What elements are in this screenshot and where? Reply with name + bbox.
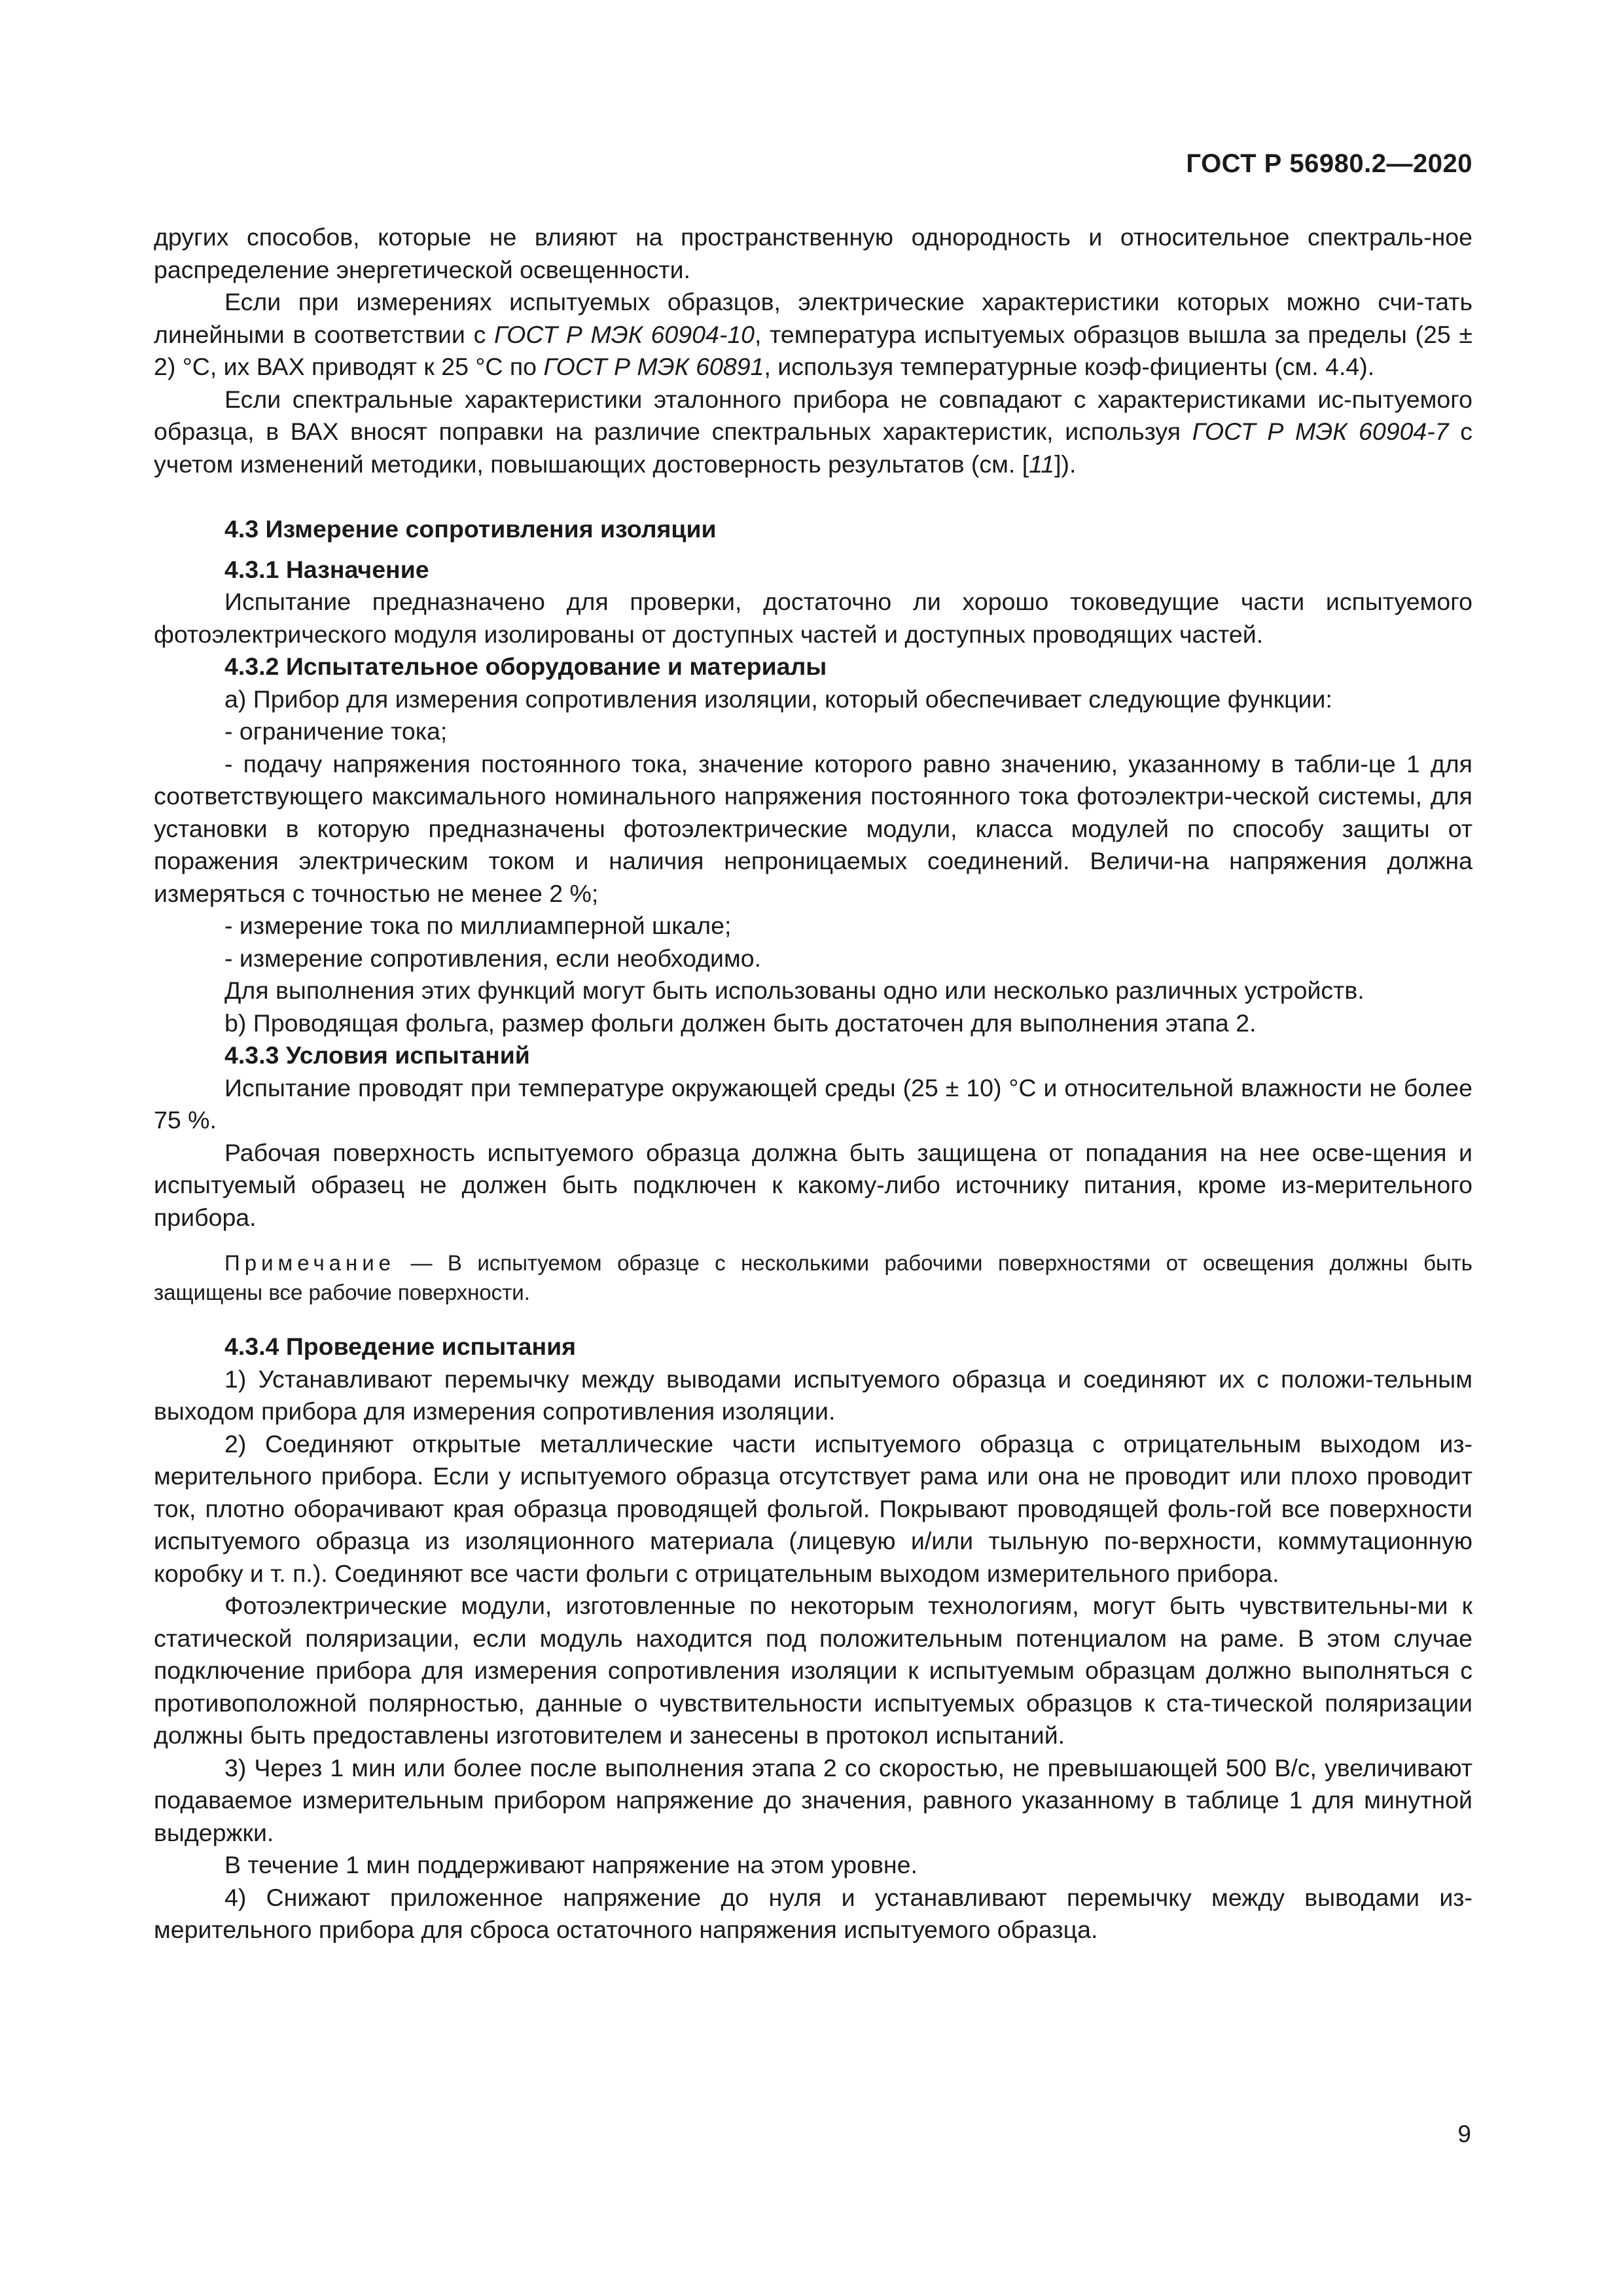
text-run: Если при измерениях испытуемых образцов, электрические характеристики которых можно счи-тать линейными в соответствии с [154,288,1472,348]
paragraph [154,1882,1472,1946]
text-run: b) Проводящая фольга, размер фольги должен быть достаточен для выполнения этапа 2. [224,1009,1257,1037]
paragraph [154,586,1472,651]
text-run: , используя температурные коэф-фициенты (см. 4.4). [764,353,1375,380]
text-run: 1) Устанавливают перемычку между выводами испытуемого образца и соединяют их с положи-тельным выходом прибора для измерения сопротивления изоляции. [154,1365,1472,1425]
paragraph [154,286,1472,384]
paragraph [154,1072,1472,1137]
text-run: Испытание предназначено для проверки, достаточно ли хорошо токоведущие части испытуемого фотоэлектрического модуля изолированы от доступных частей и доступных проводящих частей. [154,588,1472,648]
page-number: 9 [1457,2121,1471,2147]
document-designation: ГОСТ Р 56980.2—2020 [1186,149,1472,178]
paragraph [154,715,1472,748]
text-run: Фотоэлектрические модули, изготовленные по некоторым технологиям, могут быть чувствительны-ми к статической поляризации, если модуль находится под положительным потенциалом на раме. В этом случае подключение прибора для измерения сопротивления изоляции к испытуемым образцам должно выполняться с противоположной полярностью, данные о чувствительности испытуемых образцов к ста-тической поляризации должны быть предоставлены изготовителем и занесены в протокол испытаний. [154,1592,1472,1749]
text-run: Испытание проводят при температуре окружающей среды (25 ± 10) °С и относительной влажности не более 75 %. [154,1073,1472,1134]
text-run: с учетом изменений методики, повышающих достоверность результатов (см. [ [154,418,1473,478]
text-run: 4.3.2 Испытательное оборудование и материалы [224,653,827,680]
paragraph [154,942,1472,975]
subsection-heading [154,554,1472,586]
paragraph [154,1752,1472,1850]
text-run: Для выполнения этих функций могут быть использованы одно или несколько различных устройств. [224,977,1364,1004]
standard-reference: ГОСТ Р МЭК 60904-10 [494,320,755,348]
paragraph [154,910,1472,942]
text-run: - ограничение тока; [224,717,448,745]
text-run: - подачу напряжения постоянного тока, значение которого равно значению, указанному в табли-це 1 для соответствующего максимального номинального напряжения постоянного тока фотоэлектри-ческой системы, для установки в которую предназначены фотоэлектрические модули, класса модулей по способу защиты от поражения электрическим током и наличия непроницаемых соединений. Величи-на напряжения должна измеряться с точностью не менее 2 %; [154,749,1472,907]
text-run: других способов, которые не влияют на пространственную однородность и относительное спектраль-ное распределение энергетической освещенности. [154,223,1472,283]
paragraph [154,1007,1472,1040]
text-run: В течение 1 мин поддерживают напряжение на этом уровне. [224,1851,918,1878]
standard-reference: 11 [1029,450,1055,478]
section-heading [154,1331,1472,1363]
paragraph [154,683,1472,716]
paragraph [154,1849,1472,1882]
text-run: 4.3.4 Проведение испытания [224,1333,577,1360]
text-run: 4.3 Измерение сопротивления изоляции [224,515,717,543]
paragraph [154,975,1472,1007]
text-run: а) Прибор для измерения сопротивления изоляции, который обеспечивает следующие функции: [224,685,1332,713]
text-run: 4) Снижают приложенное напряжение до нуля и устанавливают перемычку между выводами из-мерительного прибора для сброса остаточного напряжения испытуемого образца. [154,1883,1472,1943]
text-run: 4.3.1 Назначение [224,555,429,583]
text-run: 3) Через 1 мин или более после выполнения этапа 2 со скоростью, не превышающей 500 В/с, увеличивают подаваемое измерительным прибором напряжение до значения, равного указанному в таблице 1 для минутной выдержки. [154,1753,1472,1846]
subsection-heading [154,651,1472,683]
subsection-heading [154,1039,1472,1072]
text-run: 2) Соединяют открытые металлические части испытуемого образца с отрицательным выходом из-мерительного прибора. Если у испытуемого образца отсутствует рама или она не проводит или плохо проводит ток, плотно оборачивают края образца проводящей фольгой. Покрывают проводящей фоль-гой все поверхности испытуемого образца из изоляционного материала (лицевую и/или тыльную по-верхности, коммутационную коробку и т. п.). Соединяют все части фольги с отрицательным выходом измерительного прибора. [154,1429,1472,1587]
text-run: , температура испытуемых образцов вышла за пределы (25 ± 2) °С, их ВАХ приводят к 25 °С по [154,320,1472,380]
paragraph [154,1363,1472,1428]
text-run: — В испытуемом образце с несколькими рабочими поверхностями от освещения должны быть защищены все рабочие поверхности. [154,1251,1472,1304]
section-heading [154,513,1472,546]
text-run: 4.3.3 Условия испытаний [224,1041,530,1069]
paragraph [154,1590,1472,1752]
note [154,1248,1472,1307]
text-run: Рабочая поверхность испытуемого образца должна быть защищена от попадания на нее осве-щения и испытуемый образец не должен быть подключен к какому-либо источнику питания, кроме из-мерительного прибора. [154,1138,1472,1231]
standard-reference: ГОСТ Р МЭК 60891 [543,353,764,380]
paragraph [154,1428,1472,1590]
paragraph-continuation [154,221,1472,286]
text-run: - измерение тока по миллиамперной шкале; [224,912,732,939]
paragraph [154,384,1472,481]
paragraph [154,1137,1472,1234]
document-body [154,221,1472,1946]
standard-reference: ГОСТ Р МЭК 60904-7 [1192,418,1449,445]
text-run: ]). [1054,450,1077,478]
text-run: Если спектральные характеристики эталонного прибора не совпадают с характеристиками ис-пытуемого образца, в ВАХ вносят поправки на различие спектральных характеристик, используя [154,385,1472,445]
paragraph [154,748,1472,910]
text-run: - измерение сопротивления, если необходимо. [224,944,762,972]
note-label: Примечание [224,1251,396,1275]
